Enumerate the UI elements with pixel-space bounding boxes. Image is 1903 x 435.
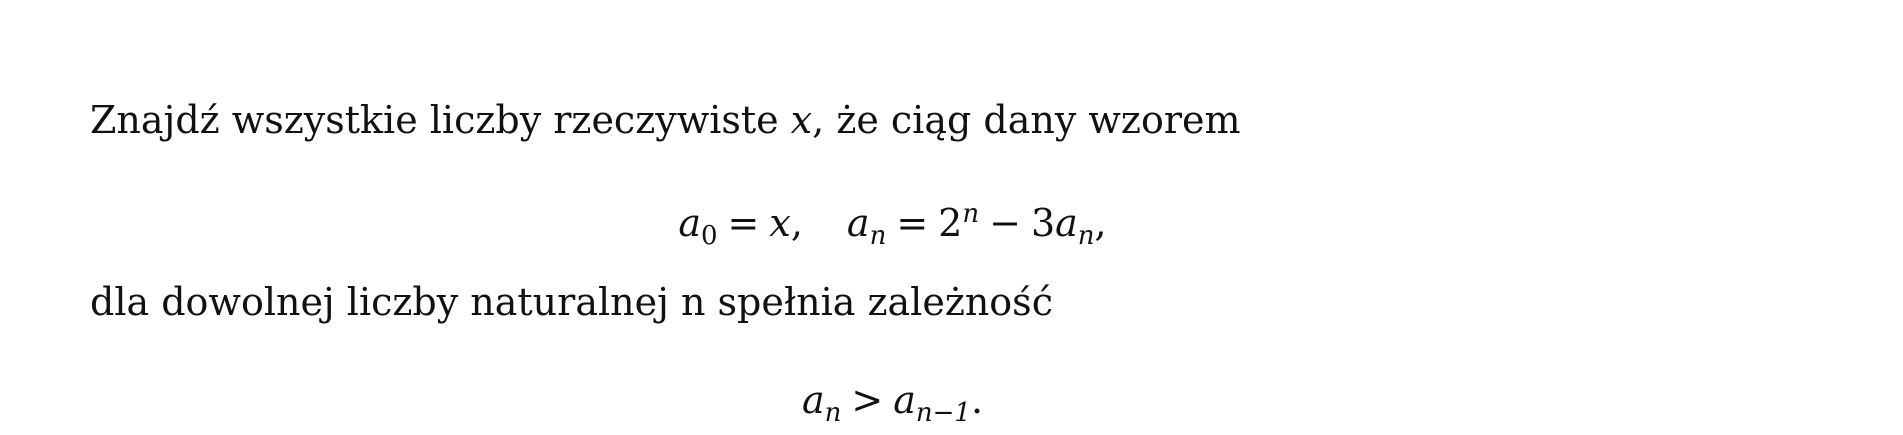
eq1-comma-2: , [1094,201,1107,245]
statement-text-end: , że ciąg dany wzorem [812,98,1241,142]
eq2-an-1-letter: a [893,378,916,422]
eq1-a0-letter: a [678,201,701,245]
recurrence-equation [0,192,1785,258]
eq1-an2-subscript: n [1077,221,1095,251]
eq2-an-1-subscript: n−1 [915,398,971,428]
variable-x: x [790,98,813,142]
eq1-an-letter: a [846,201,870,245]
eq1-an-subscript: n [869,221,887,251]
eq1-equals-2: = [896,201,929,245]
eq1-equals-1: = [727,201,760,245]
problem-statement-line-2 [90,280,1053,324]
inequality-equation [0,378,1785,435]
problem-statement-line-1 [90,98,1241,142]
eq2-an-letter: a [801,378,825,422]
eq2-an-subscript: n [824,398,842,428]
eq1-comma-1: , [790,201,803,245]
eq2-period: . [970,378,984,422]
statement-text-2: dla dowolnej liczby naturalnej n spełnia zależność [90,280,1053,324]
eq2-greater-than: > [851,378,884,422]
eq1-exponent-n: n [962,199,980,229]
eq1-three: 3 [1030,201,1056,245]
eq1-x: x [769,201,791,245]
eq1-an2-letter: a [1055,201,1078,245]
statement-text-start: Znajdź wszystkie liczby rzeczywiste [90,98,791,142]
eq1-two: 2 [938,201,963,245]
eq1-minus: − [989,201,1021,245]
eq1-a0-subscript: 0 [701,221,718,251]
